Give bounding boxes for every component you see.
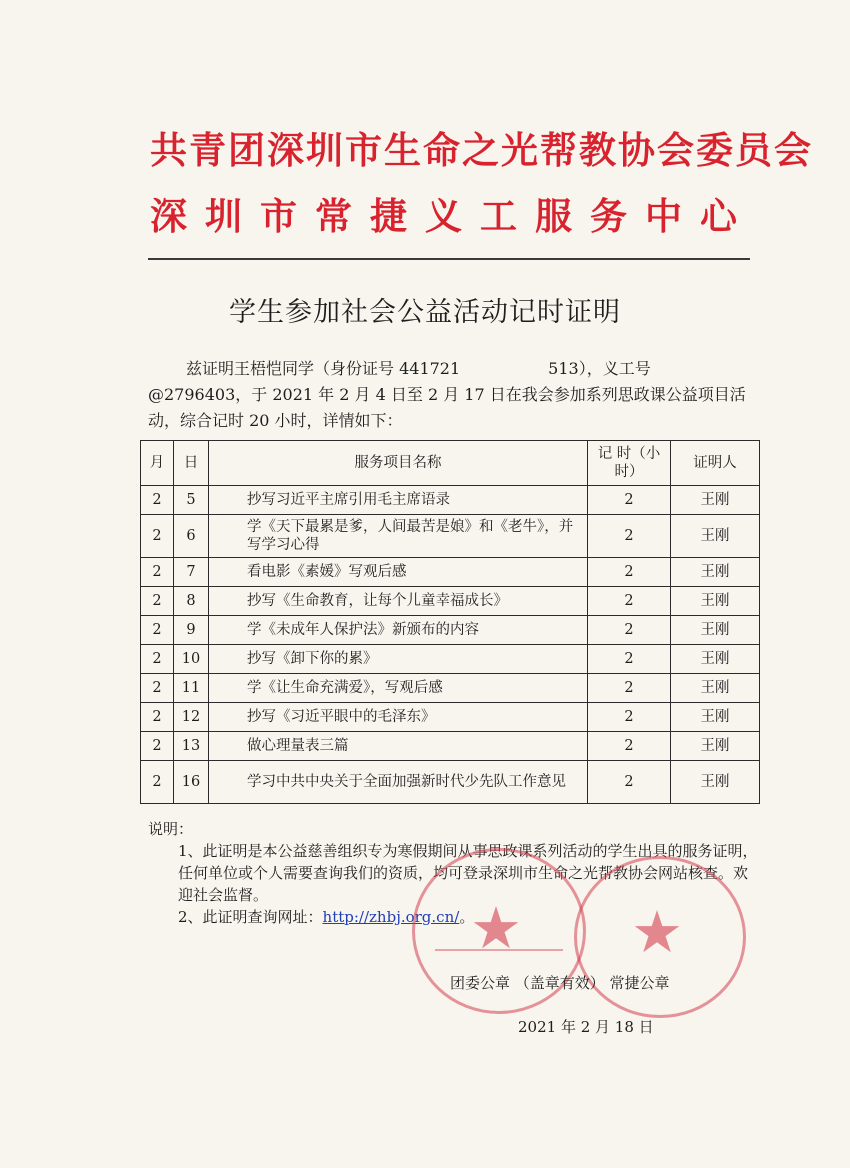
red-star-icon: ★ <box>470 894 522 962</box>
table-row <box>141 558 760 587</box>
cell-item: 学《未成年人保护法》新颁布的内容 <box>209 616 588 645</box>
cell-day: 16 <box>174 761 209 804</box>
intro-paragraph <box>148 356 758 434</box>
cell-certifier: 王刚 <box>671 732 760 761</box>
header-day: 日 <box>174 441 209 486</box>
cell-item: 学《让生命充满爱》，写观后感 <box>209 674 588 703</box>
cell-month: 2 <box>141 645 174 674</box>
cell-certifier: 王刚 <box>671 674 760 703</box>
cell-day: 9 <box>174 616 209 645</box>
cell-certifier: 王刚 <box>671 515 760 558</box>
issue-date: 2021 年 2 月 18 日 <box>518 1018 654 1036</box>
cell-day: 8 <box>174 587 209 616</box>
seal-bar <box>435 949 563 951</box>
table-row <box>141 645 760 674</box>
intro-part-1: 兹证明王梧恺同学（身份证号 441721 <box>186 359 461 378</box>
header-hours: 记 时（小时） <box>588 441 671 486</box>
cell-item: 抄写《习近平眼中的毛泽东》 <box>209 703 588 732</box>
table-row <box>141 761 760 804</box>
intro-part-2: 513），义工号 <box>548 359 651 378</box>
note-1: 1、此证明是本公益慈善组织专为寒假期间从事思政课系列活动的学生出具的服务证明，任何单位或个人需要查询我们的资质，均可登录深圳市生命之光帮教协会网站核查。欢迎社会监督。 <box>178 842 758 904</box>
cell-certifier: 王刚 <box>671 703 760 732</box>
cell-month: 2 <box>141 558 174 587</box>
issuer-line-1: 共青团深圳市生命之光帮教协会委员会 <box>150 129 813 172</box>
seals-caption: 团委公章 （盖章有效） 常捷公章 <box>450 974 670 992</box>
header-month: 月 <box>141 441 174 486</box>
table-header-row <box>141 441 760 486</box>
cell-month: 2 <box>141 515 174 558</box>
cell-hours: 2 <box>588 732 671 761</box>
cell-hours: 2 <box>588 703 671 732</box>
cell-hours: 2 <box>588 674 671 703</box>
cell-certifier: 王刚 <box>671 486 760 515</box>
cell-month: 2 <box>141 703 174 732</box>
cell-certifier: 王刚 <box>671 587 760 616</box>
header-divider <box>148 258 750 260</box>
cell-hours: 2 <box>588 616 671 645</box>
table-row <box>141 732 760 761</box>
cell-certifier: 王刚 <box>671 616 760 645</box>
cell-item: 抄写《卸下你的累》 <box>209 645 588 674</box>
table-row <box>141 587 760 616</box>
cell-day: 5 <box>174 486 209 515</box>
header-item: 服务项目名称 <box>209 441 588 486</box>
cell-hours: 2 <box>588 645 671 674</box>
cell-day: 10 <box>174 645 209 674</box>
document-title: 学生参加社会公益活动记时证明 <box>229 297 621 328</box>
cell-month: 2 <box>141 616 174 645</box>
cell-hours: 2 <box>588 587 671 616</box>
cell-hours: 2 <box>588 761 671 804</box>
note-2-suffix: 。 <box>459 908 475 926</box>
query-url-link[interactable]: http://zhbj.org.cn/ <box>322 908 460 926</box>
cell-certifier: 王刚 <box>671 761 760 804</box>
cell-day: 13 <box>174 732 209 761</box>
table-row <box>141 486 760 515</box>
activity-table <box>140 440 760 804</box>
cell-day: 7 <box>174 558 209 587</box>
cell-hours: 2 <box>588 515 671 558</box>
table-body <box>141 486 760 804</box>
cell-day: 11 <box>174 674 209 703</box>
cell-certifier: 王刚 <box>671 645 760 674</box>
cell-hours: 2 <box>588 558 671 587</box>
cell-certifier: 王刚 <box>671 558 760 587</box>
cell-item: 学《天下最累是爹，人间最苦是娘》和《老牛》，并写学习心得 <box>209 515 588 558</box>
volunteer-center-seal <box>574 856 746 1018</box>
table-row <box>141 674 760 703</box>
table-row <box>141 515 760 558</box>
cell-item: 抄写习近平主席引用毛主席语录 <box>209 486 588 515</box>
intro-line-1 <box>148 356 758 382</box>
cell-item: 抄写《生命教育，让每个儿童幸福成长》 <box>209 587 588 616</box>
cell-month: 2 <box>141 674 174 703</box>
intro-part-3: @2796403，于 2021 年 2 月 4 日至 2 月 17 日在我会参加系列思政课公益项目活动，综合记时 20 小时，详情如下： <box>148 385 746 430</box>
cell-item: 做心理量表三篇 <box>209 732 588 761</box>
table-row <box>141 703 760 732</box>
cell-hours: 2 <box>588 486 671 515</box>
cell-month: 2 <box>141 486 174 515</box>
cell-day: 12 <box>174 703 209 732</box>
cell-item: 学习中共中央关于全面加强新时代少先队工作意见 <box>209 761 588 804</box>
issuer-line-2: 深圳市常捷义工服务中心 <box>150 195 755 238</box>
header-certifier: 证明人 <box>671 441 760 486</box>
notes-heading: 说明： <box>148 820 194 838</box>
cell-month: 2 <box>141 761 174 804</box>
cell-month: 2 <box>141 587 174 616</box>
cell-item: 看电影《素媛》写观后感 <box>209 558 588 587</box>
table-row <box>141 616 760 645</box>
note-2-prefix: 2、此证明查询网址： <box>178 908 323 926</box>
cell-month: 2 <box>141 732 174 761</box>
red-star-icon: ★ <box>631 898 683 966</box>
cell-day: 6 <box>174 515 209 558</box>
